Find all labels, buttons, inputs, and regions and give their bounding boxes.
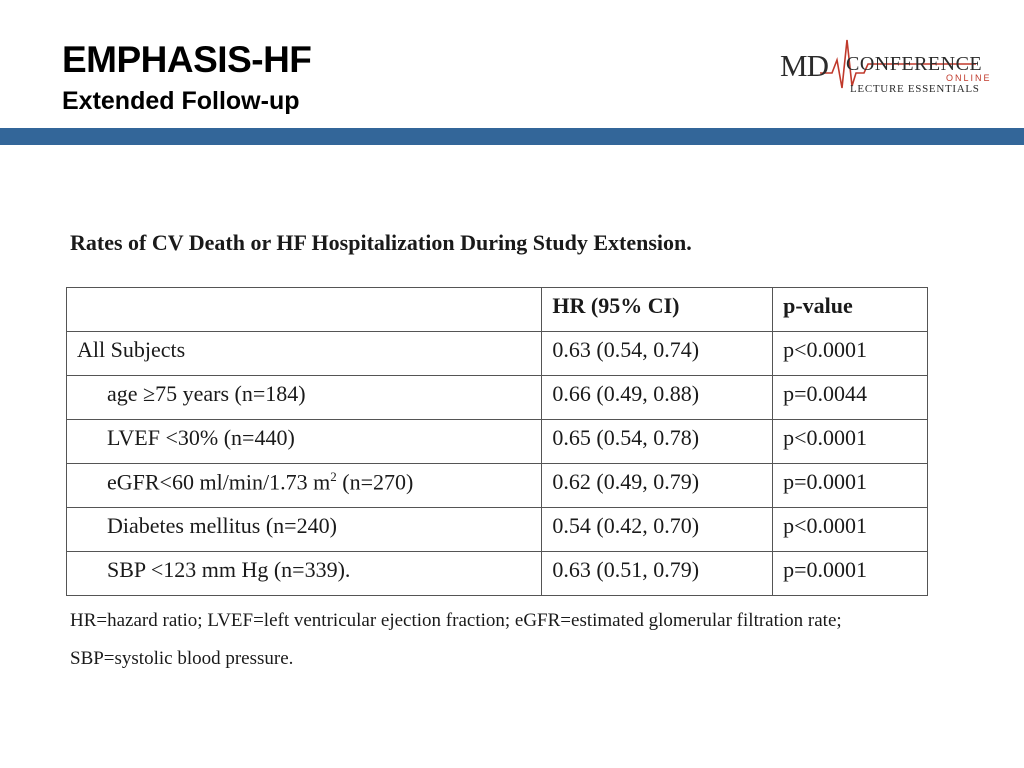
slide-title: EMPHASIS-HF	[62, 39, 312, 80]
row-subgroup: Diabetes mellitus (n=240)	[67, 508, 542, 552]
table-row	[67, 508, 928, 552]
row-p-value: p<0.0001	[773, 508, 928, 552]
header-p-value: p-value	[773, 288, 928, 332]
table-row	[67, 464, 928, 508]
md-conference-logo	[776, 28, 998, 98]
row-subgroup-text: eGFR<60 ml/min/1.73 m	[107, 469, 331, 495]
row-p-value: p=0.0044	[773, 376, 928, 420]
table-header-row	[67, 288, 928, 332]
row-hr: 0.62 (0.49, 0.79)	[542, 464, 773, 508]
row-subgroup-superscript: 2	[330, 469, 337, 484]
header-band	[0, 128, 1024, 145]
row-p-value: p=0.0001	[773, 552, 928, 596]
results-table	[66, 287, 928, 596]
logo-lecture-text: LECTURE ESSENTIALS	[850, 83, 980, 95]
header-hr: HR (95% CI)	[542, 288, 773, 332]
logo-md-text: MD	[780, 48, 828, 83]
table-row	[67, 552, 928, 596]
row-p-value: p=0.0001	[773, 464, 928, 508]
row-subgroup: All Subjects	[67, 332, 542, 376]
table-caption: Rates of CV Death or HF Hospitalization During Study Extension.	[70, 230, 692, 255]
row-subgroup	[67, 464, 542, 508]
row-p-value: p<0.0001	[773, 420, 928, 464]
row-subgroup: LVEF <30% (n=440)	[67, 420, 542, 464]
row-hr: 0.63 (0.51, 0.79)	[542, 552, 773, 596]
row-hr: 0.63 (0.54, 0.74)	[542, 332, 773, 376]
table-footnote: HR=hazard ratio; LVEF=left ventricular ejection fraction; eGFR=estimated glomerular filtration rate; SBP=systolic blood pressure.	[70, 610, 842, 669]
logo-online-text: ONLINE	[946, 73, 992, 83]
table-row	[67, 332, 928, 376]
slide-subtitle: Extended Follow-up	[62, 87, 300, 115]
table-row	[67, 376, 928, 420]
header-subgroup	[67, 288, 542, 332]
row-hr: 0.66 (0.49, 0.88)	[542, 376, 773, 420]
row-subgroup-suffix: (n=270)	[336, 469, 414, 495]
row-subgroup: SBP <123 mm Hg (n=339).	[67, 552, 542, 596]
table-row	[67, 420, 928, 464]
row-hr: 0.65 (0.54, 0.78)	[542, 420, 773, 464]
row-p-value: p<0.0001	[773, 332, 928, 376]
row-subgroup: age ≥75 years (n=184)	[67, 376, 542, 420]
row-hr: 0.54 (0.42, 0.70)	[542, 508, 773, 552]
logo-conference-text: CONFERENCE	[846, 53, 983, 75]
